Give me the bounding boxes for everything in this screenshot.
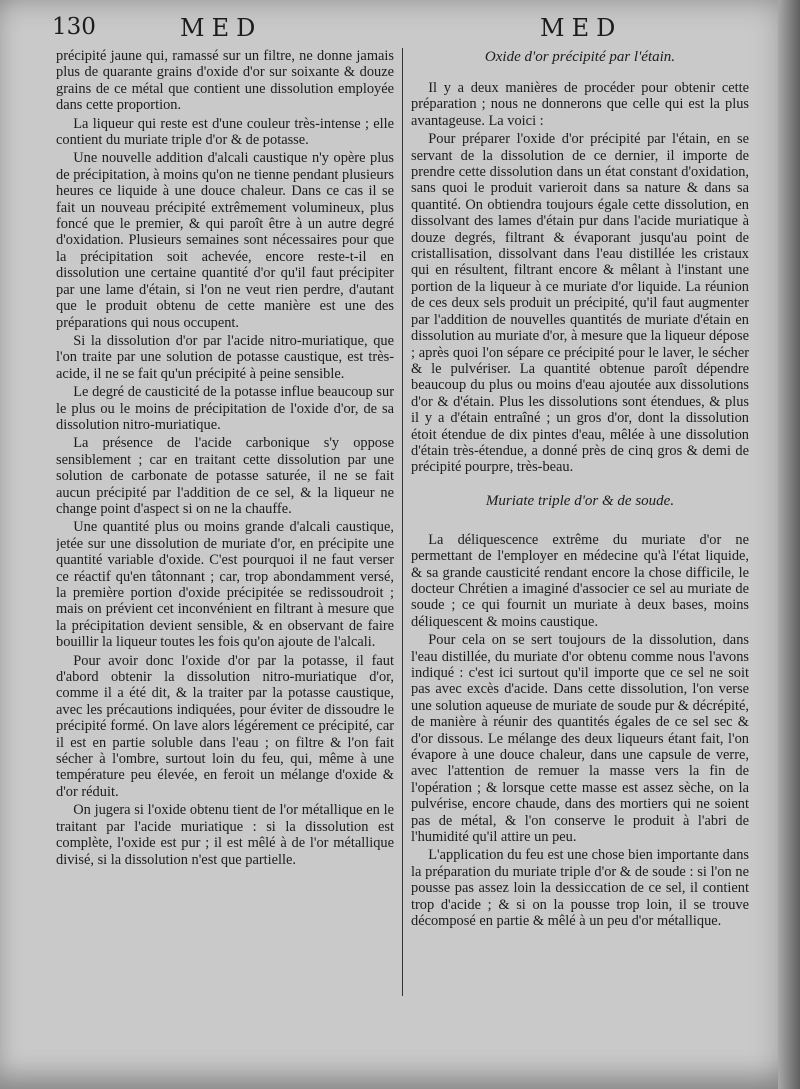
running-head-right: MED [540,14,623,42]
paragraph: Pour préparer l'oxide d'or précipité par l'étain, en se servant de la dissolution de ce dernier, il importe de prendre cette dissolution dans un état constant d'oxidation, sans quoi le produit varieroit dans sa nature & dans sa quantité. On obtiendra toujours égale cette dissolution, en dissolvant des lames d'étain pur dans l'acide muriatique à douze degrés, filtrant & évaporant jusqu'au point de cristallisation, dissolvant dans l'eau distillée les cristaux qui en résultent, filtrant encore & mêlant à l'instant une portion de la liqueur à ce muriate d'or liquide. La réunion de ces deux sels produit un précipité, qu'il faut augmenter par l'addition de nouvelles quantités de muriate d'étain en dissolution au muriate d'or, à mesure que la liqueur dépose ; après quoi l'on sépare ce précipité pour le laver, le sécher & le pulvériser. La quantité obtenue paroît dépendre beaucoup du plus ou moins d'eau ajoutée aux dissolutions d'or & d'étain. Plus les dissolutions sont étendues, & plus il y a d'étain entraîné ; un gros d'or, dont la dissolution étoit étendue de dix pintes d'eau, mêlée à une dissolution d'étain très-étendue, a donné près de cinq gros & demi de précipité pourpre, très-beau. [411,131,749,476]
paragraph: Il y a deux manières de procéder pour obtenir cette préparation ; nous ne donnerons que celle qui est la plus avantageuse. La voici : [411,80,749,129]
page-header [0,14,800,44]
column-divider [402,48,403,996]
paragraph: La présence de l'acide carbonique s'y oppose sensiblement ; car en traitant cette dissolution par une solution de carbonate de potasse saturée, il ne se fait aucun précipité par l'addition de ce sel, & la liqueur ne change point d'aspect si on ne la chauffe. [56,435,394,517]
paragraph: La liqueur qui reste est d'une couleur très-intense ; elle contient du muriate triple d'or & de potasse. [56,115,394,149]
paragraph: On jugera si l'oxide obtenu tient de l'or métallique en le traitant par l'acide muriatique : si la dissolution est complète, l'oxide est pur ; il est mêlé à de l'or métallique divisé, si la dissolution n'est que partielle. [56,802,394,868]
right-column [411,48,749,1008]
page-number: 130 [52,14,96,40]
left-column [56,48,394,1008]
section-heading: Muriate triple d'or & de soude. [485,492,675,509]
paragraph: précipité jaune qui, ramassé sur un filtre, ne donne jamais plus de quarante grains d'oxide d'or sur soixante & douze grains de ce métal que contient une dissolution employée dans cette proportion. [56,48,394,114]
paragraph: Si la dissolution d'or par l'acide nitro-muriatique, que l'on traite par une solution de potasse caustique, est très-acide, il ne se fait qu'un précipité à peine sensible. [56,332,394,382]
paragraph: Une quantité plus ou moins grande d'alcali caustique, jetée sur une dissolution de muriate d'or, en précipite une quantité variable d'oxide. C'est pourquoi il ne faut verser ce réactif qu'en tâtonnant ; car, trop abondamment versé, la première portion d'oxide précipitée se redissoudroit ; mais on prévient cet inconvénient en filtrant à mesure que la précipitation devient sensible, & en observant de faire bouillir la liqueur toutes les fois qu'on ajoute de l'alcali. [56,519,394,651]
paragraph: L'application du feu est une chose bien importante dans la préparation du muriate triple d'or & de soude : si l'on ne pousse pas assez loin la dessiccation de ce sel, il contient trop d'acide ; & si on la pousse trop loin, il se trouve décomposé en partie & mêlé à un peu d'or métallique. [411,847,749,930]
paragraph: Le degré de causticité de la potasse influe beaucoup sur le plus ou le moins de précipitation de l'oxide d'or, de sa dissolution nitro-muriatique. [56,384,394,433]
section-heading: Oxide d'or précipité par l'étain. [484,49,676,65]
paragraph: Pour avoir donc l'oxide d'or par la potasse, il faut d'abord obtenir la dissolution nitro-muriatique d'or, comme il a été dit, & la traiter par la potasse caustique, avec les précautions indiquées, pour éviter de dissoudre le précipité formé. On lave alors légérement ce précipité, car il est en partie soluble dans l'eau ; on filtre & l'on fait sécher à l'ombre, surtout loin du feu, qui, même à une température peu élevée, en feroit un mélange d'oxide & d'or réduit. [56,652,394,800]
paragraph: Pour cela on se sert toujours de la dissolution, dans l'eau distillée, du muriate d'or obtenu comme nous l'avons indiqué : c'est ici surtout qu'il importe que ce sel ne soit pas avec excès d'acide. Dans cette dissolution, l'on verse une solution aqueuse de muriate de soude pur & décrépité, de manière à réunir des quantités égales de ce sel sec & d'or dissous. Le mélange des deux liqueurs étant fait, l'on évapore à une douce chaleur, dans une capsule de verre, avec l'attention de remuer la masse vers la fin de l'opération ; & lorsque cette masse est assez sèche, on la pulvérise, encore chaude, dans des mortiers qui ne soient pas de métal, & l'on conserve le produit à l'abri de l'humidité qu'il attire un peu. [411,632,749,846]
page-edge-shadow [778,0,800,1089]
paragraph: Une nouvelle addition d'alcali caustique n'y opère plus de précipitation, à moins qu'on ne tienne pendant plusieurs heures ce liquide à une douce chaleur. Dans ce cas il se fait un nouveau précipité extrêmement volumineux, plus foncé que le premier, & qui paroît être à un autre degré d'oxidation. Plusieurs semaines sont nécessaires pour que la précipitation soit achevée, encore reste-t-il en dissolution une certaine quantité d'or qu'il faut précipiter par une lame d'étain, si l'on ne veut rien perdre, d'autant que le produit obtenu de cette manière est une des préparations qui nous occupent. [56,150,394,331]
running-head-left: MED [180,14,263,42]
paragraph: La déliquescence extrême du muriate d'or ne permettant de l'employer en médecine qu'à l'état liquide, & sa grande causticité rendant encore la chose difficile, le docteur Chrétien a imaginé d'associer ce sel au muriate de soude ; ce qui fournit un muriate à deux bases, moins déliquescent & moins caustique. [411,531,749,630]
